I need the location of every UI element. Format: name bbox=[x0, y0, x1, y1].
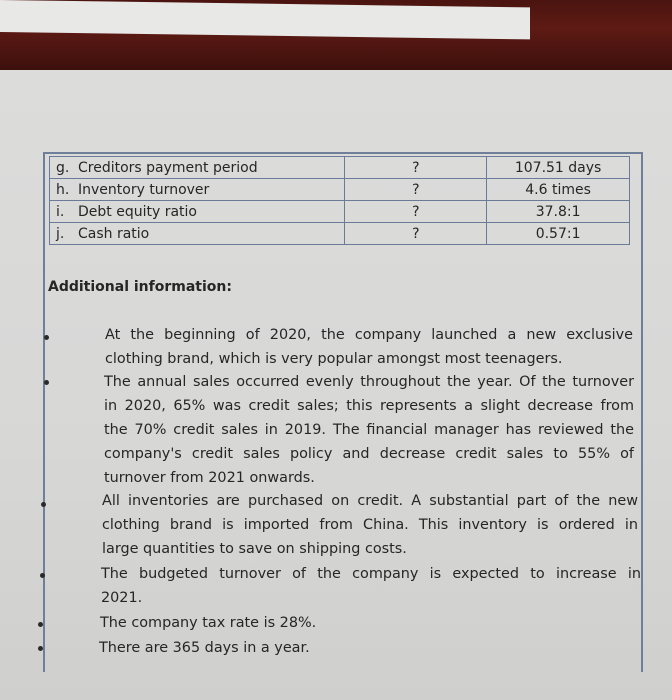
text-line: large quantities to save on shipping costs. bbox=[102, 541, 407, 557]
bullet-icon bbox=[44, 335, 49, 340]
row-letter: h. bbox=[56, 181, 70, 198]
text-line: turnover from 2021 onwards. bbox=[104, 470, 315, 486]
ratio-label-cell bbox=[50, 201, 345, 223]
row-letter: j. bbox=[56, 225, 65, 242]
bullet-icon bbox=[38, 622, 43, 627]
ratio-label: Cash ratio bbox=[78, 225, 150, 242]
answer-cell: ? bbox=[345, 223, 487, 245]
previous-page-edge bbox=[0, 0, 530, 39]
answer-cell: ? bbox=[345, 179, 487, 201]
row-letter: i. bbox=[56, 203, 65, 220]
additional-info-heading: Additional information: bbox=[48, 279, 232, 295]
list-item-text bbox=[100, 611, 640, 635]
text-line: in 2020, 65% was credit sales; this represents a slight decrease from bbox=[104, 398, 634, 414]
bullet-icon bbox=[38, 646, 43, 651]
text-line: At the beginning of 2020, the company launched a new exclusive bbox=[105, 327, 633, 343]
text-line: clothing brand, which is very popular amongst most teenagers. bbox=[105, 351, 563, 367]
table-row bbox=[50, 179, 630, 201]
ratio-table bbox=[49, 156, 630, 245]
ratio-label-cell bbox=[50, 223, 345, 245]
list-item-text bbox=[99, 636, 639, 660]
text-line: The company tax rate is 28%. bbox=[100, 615, 317, 631]
list-item-text bbox=[102, 489, 638, 561]
background-desk-strip bbox=[0, 0, 672, 70]
value-cell: 4.6 times bbox=[487, 179, 630, 201]
answer-cell: ? bbox=[345, 157, 487, 179]
text-line: The budgeted turnover of the company is expected to increase in bbox=[101, 566, 641, 582]
list-item-text bbox=[105, 323, 633, 371]
text-line: company's credit sales policy and decrease credit sales to 55% of bbox=[104, 446, 634, 462]
text-line: All inventories are purchased on credit. A substantial part of the new bbox=[102, 493, 638, 509]
ratio-label: Inventory turnover bbox=[78, 181, 210, 198]
value-cell: 0.57:1 bbox=[487, 223, 630, 245]
text-line: clothing brand is imported from China. This inventory is ordered in bbox=[102, 517, 638, 533]
row-letter: g. bbox=[56, 159, 70, 176]
table-row bbox=[50, 157, 630, 179]
table-row bbox=[50, 201, 630, 223]
answer-cell: ? bbox=[345, 201, 487, 223]
text-line: the 70% credit sales in 2019. The financial manager has reviewed the bbox=[104, 422, 634, 438]
bullet-icon bbox=[44, 380, 49, 385]
table-row bbox=[50, 223, 630, 245]
ratio-label-cell bbox=[50, 179, 345, 201]
text-line: The annual sales occurred evenly throughout the year. Of the turnover bbox=[104, 374, 634, 390]
text-line: 2021. bbox=[101, 590, 143, 606]
value-cell: 37.8:1 bbox=[487, 201, 630, 223]
list-item-text bbox=[104, 370, 634, 490]
bullet-icon bbox=[41, 502, 46, 507]
ratio-label-cell bbox=[50, 157, 345, 179]
bullet-icon bbox=[40, 573, 45, 578]
ratio-label: Debt equity ratio bbox=[78, 203, 197, 220]
value-cell: 107.51 days bbox=[487, 157, 630, 179]
list-item-text bbox=[101, 562, 641, 610]
text-line: There are 365 days in a year. bbox=[99, 640, 310, 656]
ratio-label: Creditors payment period bbox=[78, 159, 258, 176]
